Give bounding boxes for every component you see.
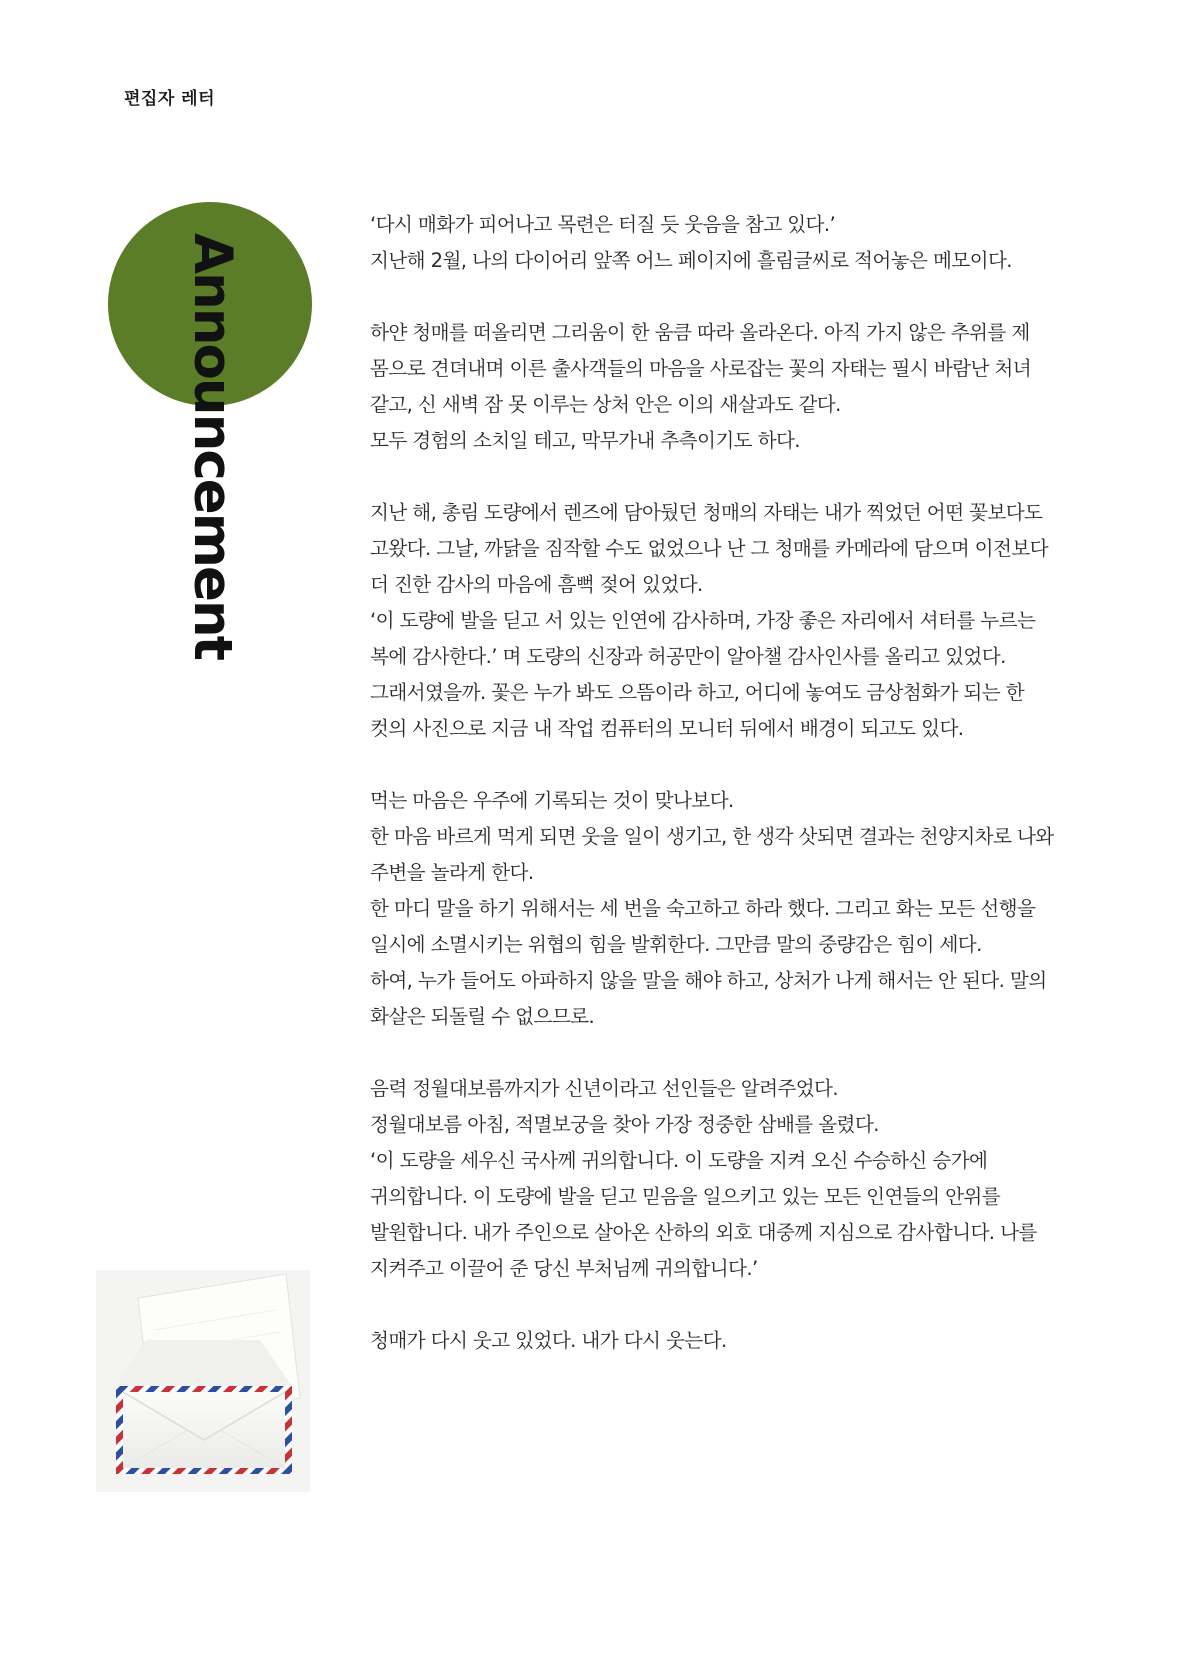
letter-paragraph-5: 음력 정월대보름까지가 신년이라고 선인들은 알려주었다. 정월대보름 아침, 적멸보궁을 찾아 가장 정중한 삼배를 올렸다. ‘이 도량을 세우신 국사께 귀의합니다. 이 도량을 지켜 오신 수승하신 승가에 귀의합니다. 이 도량에 발을 딛고 믿음을 일으키고 있는 모든 인연들의 안위를 발원합니다. 내가 주인으로 살아온 산하의 외호 대중께 지심으로 감사합니다. 나를 지켜주고 이끌어 준 당신 부처님께 귀의합니다.’ bbox=[370, 1077, 1037, 1280]
letter-paragraph-6: 청매가 다시 웃고 있었다. 내가 다시 웃는다. bbox=[370, 1329, 727, 1352]
letter-paragraph-3: 지난 해, 총림 도량에서 렌즈에 담아뒀던 청매의 자태는 내가 찍었던 어떤 꽃보다도 고왔다. 그날, 까닭을 짐작할 수도 없었으나 난 그 청매를 카메라에 담으며 이전보다 더 진한 감사의 마음에 흠뻑 젖어 있었다. ‘이 도량에 발을 딛고 서 있는 인연에 감사하며, 가장 좋은 자리에서 셔터를 누르는 복에 감사한다.’ 며 도량의 신장과 허공만이 알아챌 감사인사를 올리고 있었다. 그래서였을까. 꽃은 누가 봐도 으뜸이라 하고, 어디에 놓여도 금상첨화가 되는 한 컷의 사진으로 지금 내 작업 컴퓨터의 모니터 뒤에서 배경이 되고도 있다. bbox=[370, 501, 1048, 740]
letter-body bbox=[370, 207, 1065, 1359]
letter-paragraph-2: 하얀 청매를 떠올리면 그리움이 한 움큼 따라 올라온다. 아직 가지 않은 추위를 제 몸으로 견뎌내며 이른 출사객들의 마음을 사로잡는 꽃의 자태는 필시 바람난 처녀 같고, 신 새벽 잠 못 이루는 상처 안은 이의 새살과도 같다. 모두 경험의 소치일 테고, 막무가내 추측이기도 하다. bbox=[370, 321, 1032, 452]
airmail-envelope-photo bbox=[96, 1270, 310, 1492]
letter-paragraph-1: ‘다시 매화가 피어나고 목련은 터질 듯 웃음을 참고 있다.’ 지난해 2월, 나의 다이어리 앞쪽 어느 페이지에 흘림글씨로 적어놓은 메모이다. bbox=[370, 213, 1012, 272]
announcement-title: Announcement bbox=[182, 233, 243, 659]
airmail-envelope-icon bbox=[96, 1270, 310, 1492]
section-label: 편집자 레터 bbox=[124, 89, 216, 109]
letter-paragraph-4: 먹는 마음은 우주에 기록되는 것이 맞나보다. 한 마음 바르게 먹게 되면 웃을 일이 생기고, 한 생각 삿되면 결과는 천양지차로 나와 주변을 놀라게 한다. 한 마디 말을 하기 위해서는 세 번을 숙고하고 하라 했다. 그리고 화는 모든 선행을 일시에 소멸시키는 위협의 힘을 발휘한다. 그만큼 말의 중량감은 힘이 세다. 하여, 누가 들어도 아파하지 않을 말을 해야 하고, 상처가 나게 해서는 안 된다. 말의 화살은 되돌릴 수 없으므로. bbox=[370, 789, 1054, 1028]
